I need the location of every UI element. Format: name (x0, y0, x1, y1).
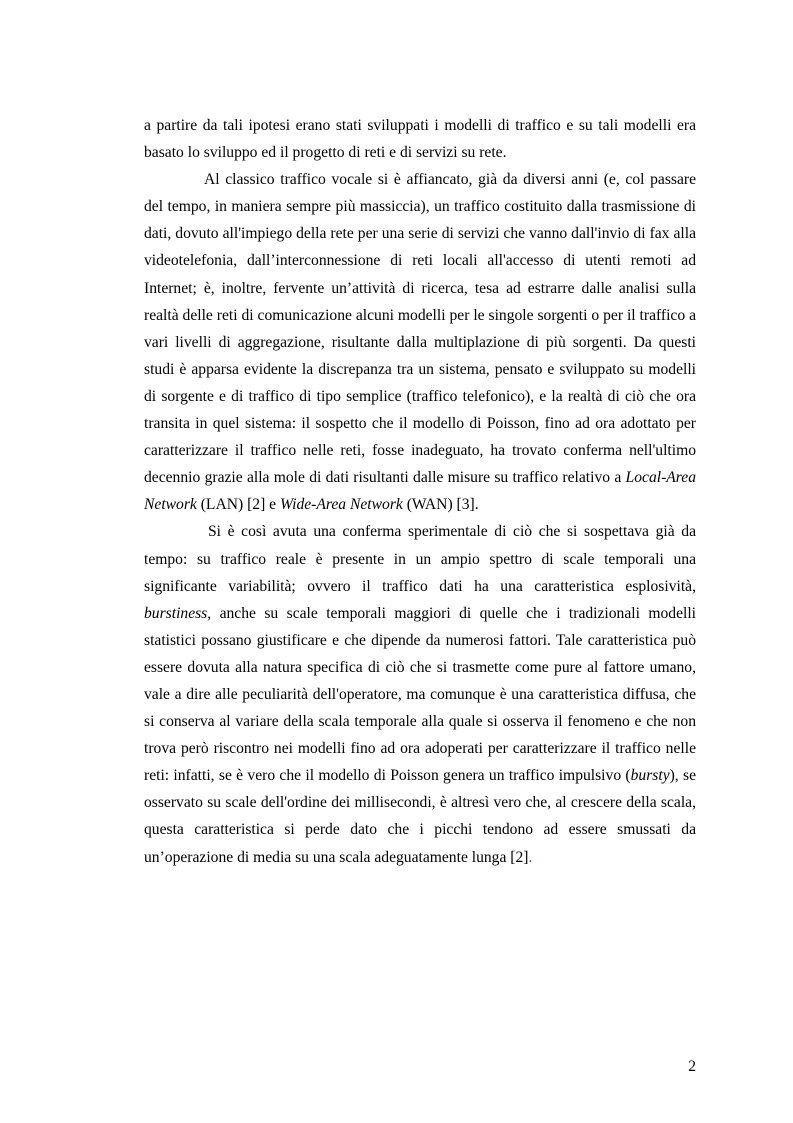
paragraph-2-text-b: (LAN) [2] e (196, 496, 280, 514)
paragraph-1-text: a partire da tali ipotesi erano stati sviluppati i modelli di traffico e su tali modelli era basato lo sviluppo ed il progetto di reti e di servizi su rete. (144, 117, 696, 162)
paragraph-1 (144, 112, 696, 166)
body-text (144, 112, 696, 871)
term-burstiness: burstiness (144, 604, 208, 622)
term-wide-area-network: Wide-Area Network (279, 496, 403, 514)
page-number: 2 (688, 1058, 696, 1075)
paragraph-3-text-a: Si è così avuta una conferma sperimentale di ciò che si sospettava già da tempo: su traffico reale è presente in un ampio spettro di scale temporali una significante variabilità; ovvero il traffico dati ha una caratteristica esplosività, (144, 523, 696, 595)
paragraph-2-text-a: Al classico traffico vocale si è affiancato, già da diversi anni (e, col passare del tempo, in maniera sempre più massiccia), un traffico costituito dalla trasmissione di dati, dovuto all'impiego della rete per una serie di servizi che vanno dall'invio di fax alla videotelefonia, dall’interconnessione di reti locali all'accesso di utenti remoti ad Internet; è, inoltre, fervente un’attività di ricerca, tesa ad estrarre dalle analisi sulla realtà delle reti di comunicazione alcuni modelli per le singole sorgenti o per il traffico a vari livelli di aggregazione, risultante dalla multiplazione di più sorgenti. Da questi studi è apparsa evidente la discrepanza tra un sistema, pensato e sviluppato su modelli di sorgente e di traffico di tipo semplice (traffico telefonico), e la realtà di ciò che ora transita in quel sistema: il sospetto che il modello di Poisson, fino ad ora adottato per caratterizzare il traffico nelle reti, fosse inadeguato, ha trovato conferma nell'ultimo decennio grazie alla mole di dati risultanti dalle misure su traffico relativo a (144, 171, 696, 487)
paragraph-3-text-c: ), se osservato su scale dell'ordine dei millisecondi, è altresì vero che, al crescere della scala, questa caratteristica si perde dato che i picchi tendono ad essere smussati da un’operazione di media su una scala adeguatamente lunga [2] (144, 767, 697, 866)
term-local-area-network: Local-Area Network (144, 469, 696, 514)
paragraph-2 (144, 166, 696, 518)
paragraph-3-end-dot: . (528, 848, 533, 866)
term-bursty: bursty (630, 767, 670, 785)
paragraph-2-text-c: (WAN) [3]. (402, 496, 479, 514)
paragraph-3-text-b: , anche su scale temporali maggiori di quelle che i tradizionali modelli statistici possano giustificare e che dipende da numerosi fattori. Tale caratteristica può essere dovuta alla natura specifica di ciò che si trasmette come pure al fattore umano, vale a dire alle peculiarità dell'operatore, ma comunque è una caratteristica diffusa, che si conserva al variare della scala temporale alla quale si osserva il fenomeno e che non trova però riscontro nei modelli fino ad ora adoperati per caratterizzare il traffico nelle reti: infatti, se è vero che il modello di Poisson genera un traffico impulsivo ( (144, 604, 696, 785)
paragraph-3 (144, 518, 696, 870)
